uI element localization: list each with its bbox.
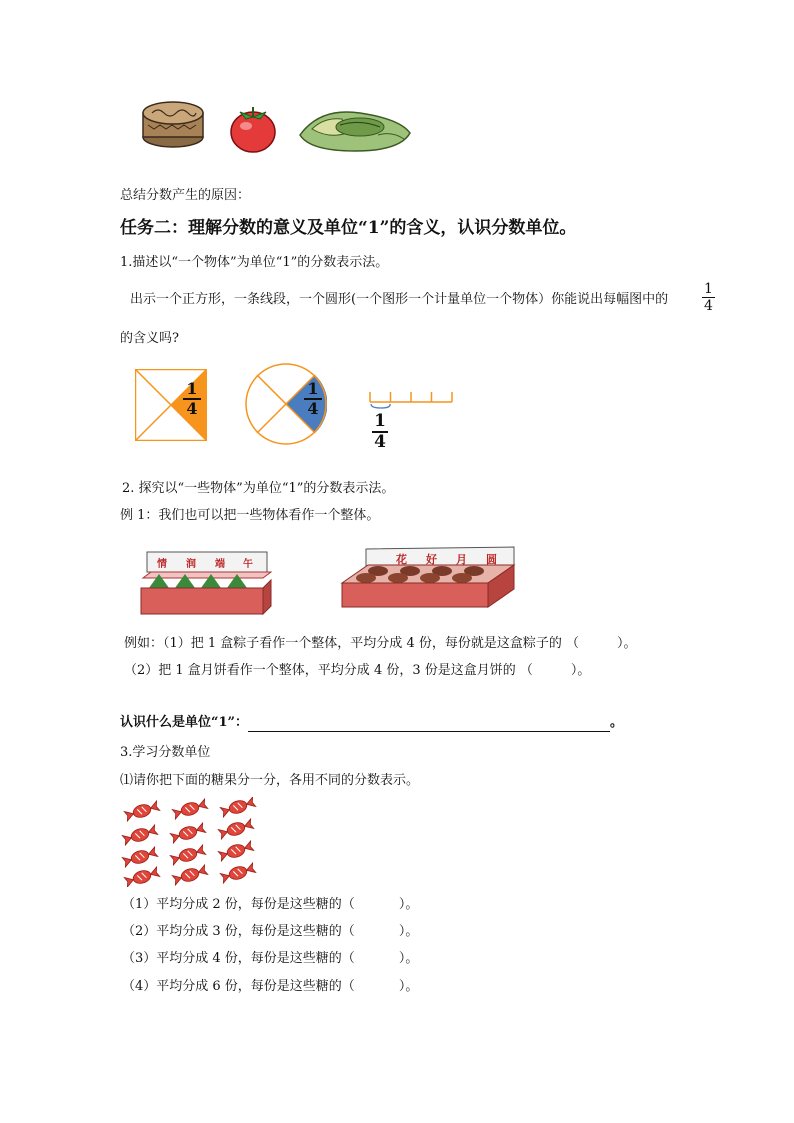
segment-fraction-num: 1 xyxy=(374,411,386,431)
candy-7 xyxy=(122,846,158,868)
section1-title: 1.描述以“一个物体”为单位“1”的分数表示法。 xyxy=(120,255,389,270)
quarter-fraction xyxy=(702,282,715,313)
candy-q1 xyxy=(122,896,418,914)
candy-6 xyxy=(218,818,254,840)
section2-title: 2. 探究以“一些物体”为单位“1”的分数表示法。 xyxy=(122,481,395,496)
zongzi-box-label-2: 润 xyxy=(186,559,196,570)
candy-q3-close: ）。 xyxy=(398,951,419,966)
zongzi-box-label-4: 午 xyxy=(243,559,253,570)
zongzi-box-illustration xyxy=(137,548,272,618)
circle-fraction-label xyxy=(304,381,322,417)
section3-title: 3.学习分数单位 xyxy=(120,745,211,760)
example-q2 xyxy=(124,662,590,680)
section1-line1: 出示一个正方形，一条线段，一个圆形(一个图形一个计量单位一个物体）你能说出每幅图中的 xyxy=(130,292,669,307)
mooncake-8 xyxy=(452,573,472,583)
mooncake-box-label-1: 花 xyxy=(396,553,407,566)
candy-q3 xyxy=(122,950,418,968)
candy-q4-close: ）。 xyxy=(398,979,419,994)
candy-9 xyxy=(218,840,254,862)
segment-fraction-label xyxy=(372,413,388,451)
candy-1 xyxy=(124,800,160,822)
candy-q2 xyxy=(122,923,418,941)
mooncake-box-label-3: 月 xyxy=(456,553,467,566)
mooncake-5 xyxy=(356,573,376,583)
candy-q4-text: （4）平均分成 6 份，每份是这些糖的（ xyxy=(122,979,355,994)
unit-one-end: 。 xyxy=(610,715,624,730)
unit-one-label: 认识什么是单位“1”： xyxy=(120,715,249,730)
unit-one-line xyxy=(120,714,623,732)
circle-fraction-den: 4 xyxy=(307,399,319,418)
zongzi-box-label-1: 情 xyxy=(157,559,167,570)
tomato-icon xyxy=(231,107,275,152)
mooncake-box-label-2: 好 xyxy=(426,553,437,566)
fraction-denominator: 4 xyxy=(704,298,713,314)
circle-fraction-num: 1 xyxy=(307,379,319,398)
candy-q2-text: （2）平均分成 3 份，每份是这些糖的（ xyxy=(122,924,355,939)
example-q2-text: （2）把 1 盒月饼看作一个整体，平均分成 4 份，3 份是这盒月饼的 （ xyxy=(124,663,533,678)
mooncake-box-illustration xyxy=(338,545,518,611)
task2-heading: 任务二：理解分数的意义及单位“1”的含义，认识分数单位。 xyxy=(120,218,577,238)
candy-q2-close: ）。 xyxy=(398,924,419,939)
mooncake-7 xyxy=(420,573,440,583)
mooncake-6 xyxy=(388,573,408,583)
candy-q1-text: （1）平均分成 2 份，每份是这些糖的（ xyxy=(122,897,355,912)
candies-illustration xyxy=(120,797,262,887)
section3-prompt: ⑴请你把下面的糖果分一分，各用不同的分数表示。 xyxy=(120,773,420,788)
example-q2-close: ）。 xyxy=(570,663,591,678)
candy-q4 xyxy=(122,978,418,996)
summary-prompt: 总结分数产生的原因： xyxy=(120,188,251,203)
candy-2 xyxy=(172,798,208,820)
mooncake-icon xyxy=(143,102,203,147)
segment-figure xyxy=(366,388,456,410)
example-q1-text: 例如：（1）把 1 盒粽子看作一个整体，平均分成 4 份，每份就是这盒粽子的 （ xyxy=(124,636,579,651)
example-q1 xyxy=(124,635,637,653)
segment-quarter-brace xyxy=(371,404,390,408)
candy-q3-text: （3）平均分成 4 份，每份是这些糖的（ xyxy=(122,951,355,966)
segment-fraction-den: 4 xyxy=(374,432,386,452)
unit-one-answer-line[interactable] xyxy=(248,717,610,732)
fraction-numerator: 1 xyxy=(704,281,713,297)
mooncake-box-label-4: 圆 xyxy=(486,553,497,566)
section1-line2: 的含义吗? xyxy=(120,331,179,346)
square-fraction-label xyxy=(183,381,201,417)
candy-5 xyxy=(170,822,206,844)
candy-4 xyxy=(122,824,158,846)
candy-10 xyxy=(124,866,160,887)
zongzi-box-label-3: 端 xyxy=(215,559,225,570)
example-q1-close: ）。 xyxy=(616,636,637,651)
square-fraction-num: 1 xyxy=(186,379,198,398)
candy-11 xyxy=(172,864,208,886)
food-illustrations xyxy=(140,95,415,157)
square-fraction-den: 4 xyxy=(186,399,198,418)
example1-intro: 例 1：我们也可以把一些物体看作一个整体。 xyxy=(120,508,380,523)
candy-q1-close: ）。 xyxy=(398,897,419,912)
candy-12 xyxy=(220,862,256,884)
candy-8 xyxy=(170,844,206,866)
candy-3 xyxy=(220,797,256,818)
zongzi-icon xyxy=(300,112,410,151)
